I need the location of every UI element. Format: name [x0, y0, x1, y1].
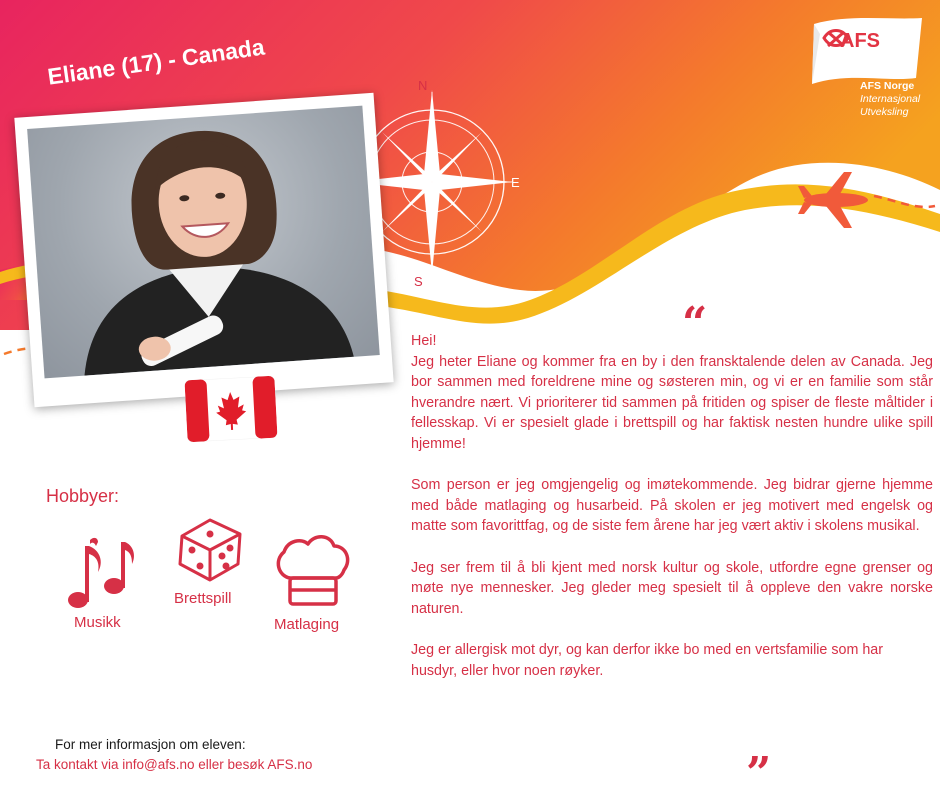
compass-north-label: N [418, 78, 428, 93]
student-photo-frame [14, 93, 393, 407]
logo-brand: AFS [840, 30, 880, 52]
logo-line1: Internasjonal [860, 93, 921, 105]
student-portrait-icon [27, 106, 380, 379]
dice-icon [174, 512, 248, 586]
airplane-icon [798, 172, 874, 228]
letter-paragraph-4: Jeg er allergisk mot dyr, og kan derfor ikke bo med en vertsfamilie som har husdyr, eller hvor noen røyker. [411, 641, 883, 679]
canada-flag-icon [184, 376, 277, 443]
letter-paragraph-3: Jeg ser frem til å bli kjent med norsk kultur og skole, utfordre egne grenser og møte nye mennesker. Jeg gleder meg spesielt til å oppleve den vakre norske naturen. [411, 559, 933, 617]
hobby-label-boardgames: Brettspill [174, 590, 232, 607]
student-letter [411, 331, 933, 681]
music-notes-icon [64, 532, 136, 614]
student-photo [27, 106, 380, 379]
letter-paragraph-2: Som person er jeg omgjengelig og imøtekommende. Jeg bidrar gjerne hjemme med både matlaging og husarbeid. På skolen er jeg motivert med engelsk og matte som favorittfag, og de siste fem årene har jeg vært aktiv i skolens musikal. [411, 477, 933, 535]
hobby-label-cooking: Matlaging [274, 616, 340, 633]
logo-subtitle [860, 80, 940, 119]
letter-greeting: Hei! [411, 333, 437, 349]
page-title: Eliane (17) - Canada [46, 33, 267, 90]
logo-line2: Utveksling [860, 106, 909, 118]
info-heading: For mer informasjon om eleven: [55, 737, 246, 752]
hobbies-title: Hobbyer: [46, 486, 120, 506]
contact-link[interactable]: Ta kontakt via info@afs.no eller besøk AFS.no [36, 757, 313, 772]
hobby-label-music: Musikk [74, 614, 121, 631]
logo-org: AFS Norge [860, 80, 915, 92]
letter-paragraph-1: Jeg heter Eliane og kommer fra en by i den fransktalende delen av Canada. Jeg bor sammen med foreldrene mine og søsteren min, og vi er en familie som står hverandre nært. Vi prioriterer tid sammen på fritiden og spiser de fleste måltider i fellesskap. Vi er spesielt glade i brettspill og har faktisk nesten hundre ulike spill hjemme! [411, 353, 933, 452]
canada-flag [184, 376, 277, 443]
quote-close-icon: ” [746, 748, 772, 788]
chef-hat-icon [274, 530, 352, 610]
compass-east-label: E [511, 175, 520, 190]
compass-south-label: S [414, 274, 423, 289]
afs-logo[interactable] [808, 14, 928, 126]
quote-open-icon: “ [682, 298, 708, 349]
